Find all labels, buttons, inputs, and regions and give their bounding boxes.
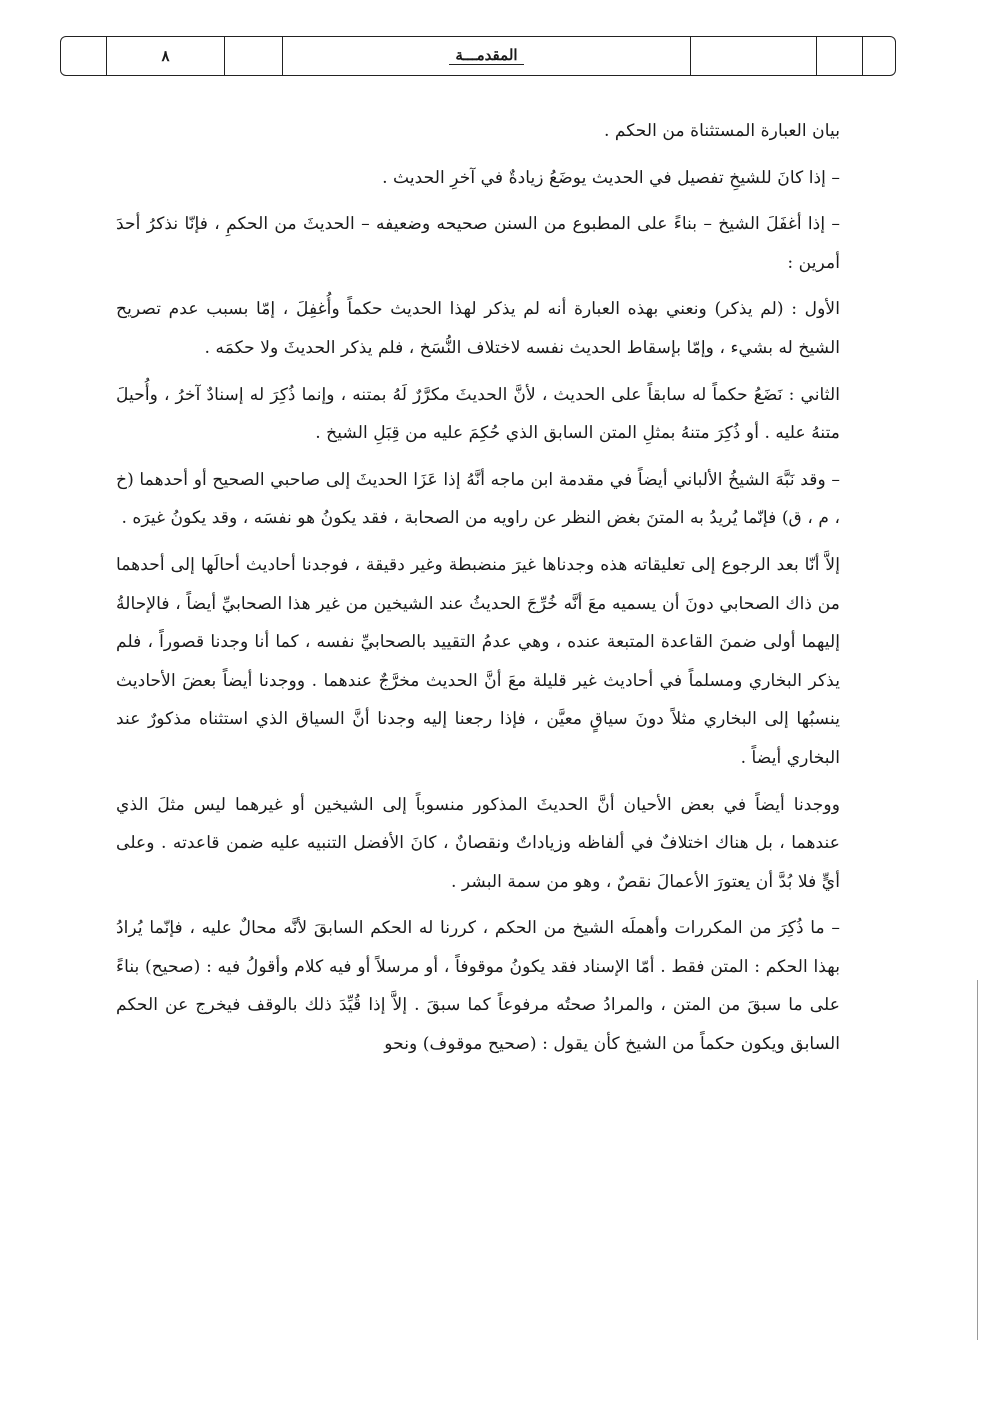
paragraph: الثاني : نَضَعُ حكماً له سابقاً على الحديث ، لأنَّ الحديثَ مكرَّرٌ لَهُ بمتنه ، وإنما ذُكِرَ له إسنادٌ آخرُ ، وأُحيلَ متنهُ عليه . أو ذُكِرَ متنهُ بمثلِ المتن السابق الذي حُكِمَ عليه من قِبَلِ الشيخ . bbox=[116, 384, 840, 444]
header-cell-empty bbox=[817, 37, 863, 75]
page-header bbox=[60, 36, 896, 76]
section-title: المقدمـــة bbox=[449, 48, 523, 65]
paragraph: إلاَّ أنّا بعد الرجوع إلى تعليقاته هذه وجدناها غيرَ منضبطة وغير دقيقة ، فوجدنا أحاديث أحالَها إلى أحدهما من ذاك الصحابي دونَ أن يسميه معَ أنَّه خُرِّجَ الحديثُ عند الشيخين من غير هذا الصحابيِّ أيضاً ، فالإحالةُ إليهما أولى ضمنَ القاعدة المتبعة عنده ، وهي عدمُ التقييد بالصحابيِّ نفسه ، كما أنا وجدنا قصوراً ، فلم يذكر البخاري ومسلماً في أحاديث غير قليلة معَ أنَّ الحديث مخرَّجٌ عندهما . ووجدنا أيضاً بعضَ الأحاديث ينسبُها إلى البخاري مثلاً دونَ سياقٍ معيَّن ، فإذا رجعنا إليه وجدنا أنَّ السياق الذي استثناه مذكورٌ عند البخاري أيضاً . bbox=[116, 554, 840, 768]
paragraph: – إذا أغفَلَ الشيخ – بناءً على المطبوع من السنن صحيحه وضعيفه – الحديثَ من الحكمِ ، فإنّا نذكرُ أحدَ أمرين : bbox=[116, 214, 840, 273]
header-cell-empty bbox=[863, 37, 895, 75]
paragraph: الأول : (لم يذكر) ونعني بهذه العبارة أنه لم يذكر لهذا الحديث حكماً وأُغفِلَ ، إمّا بسبب عدم تصريح الشيخ له بشيء ، وإمّا بإسقاط الحديث نفسه لاختلاف النُّسَخ ، فلم يذكر الحديثَ ولا حكمَه . bbox=[116, 299, 840, 358]
body-text bbox=[116, 112, 840, 1072]
header-cell-empty bbox=[691, 37, 817, 75]
scan-edge-line bbox=[977, 980, 978, 1340]
paragraph: – وقد نَبَّهَ الشيخُ الألباني أيضاً في مقدمة ابن ماجه أنَّهُ إذا عَزَا الحديثَ إلى صاحبي الصحيح أو أحدهما (خ ، م ، ق) فإنّما يُريدُ به المتنَ بغض النظر عن راويه من الصحابة ، فقد يكونُ هو نفسَه ، وقد يكونُ غيرَه . bbox=[116, 469, 840, 529]
paragraph: ووجدنا أيضاً في بعض الأحيان أنَّ الحديثَ المذكور منسوباً إلى الشيخين أو غيرهما ليس مثلَ الذي عندهما ، بل هناك اختلافٌ في ألفاظه وزياداتٌ ونقصانٌ ، كانَ الأفضل التنبيه عليه ضمن قاعدته . وعلى أيٍّ فلا بُدَّ أن يعتورَ الأعمالَ نقصٌ ، وهو من سمة البشر . bbox=[116, 794, 840, 892]
paragraph: – ما ذُكِرَ من المكررات وأهملَه الشيخ من الحكم ، كررنا له الحكم السابقَ لأنَّه محالٌ عليه ، فإنّما يُرادُ بهذا الحكم : المتن فقط . أمّا الإسناد فقد يكونُ موقوفاً ، أو مرسلاً أو فيه كلام وأقولُ فيه : (صحيح) بناءً على ما سبقَ من المتن ، والمرادُ صحتُه مرفوعاً كما سبقَ . إلاَّ إذا قُيِّدَ ذلك بالوقف فيخرج عن الحكم السابق ويكون حكماً من الشيخ كأن يقول : (صحيح موقوف) ونحو bbox=[116, 918, 840, 1055]
paragraph: بيان العبارة المستثناة من الحكم . bbox=[603, 121, 840, 141]
page-number: ٨ bbox=[107, 37, 225, 75]
header-cell-empty bbox=[61, 37, 107, 75]
header-cell-empty bbox=[225, 37, 283, 75]
section-title-cell bbox=[283, 37, 691, 75]
paragraph: – إذا كانَ للشيخِ تفصيل في الحديث يوضَعُ زيادةٌ في آخرِ الحديث . bbox=[382, 167, 840, 188]
